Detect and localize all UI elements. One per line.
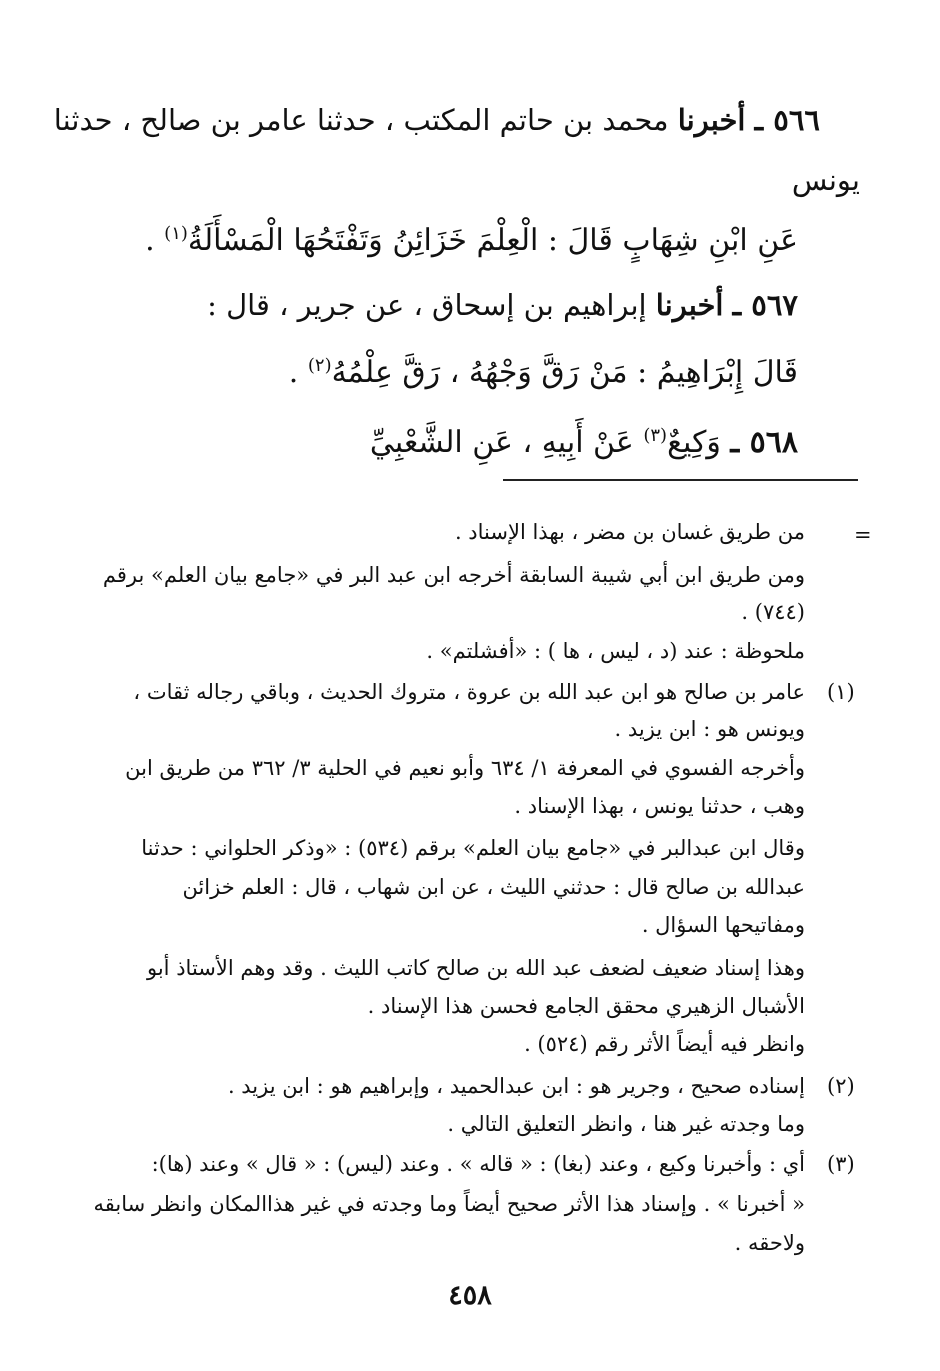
footnote-1-mark: (١) bbox=[827, 680, 855, 704]
report-566-line-1 bbox=[54, 100, 820, 140]
footnote-ref-1[interactable]: (١) bbox=[164, 223, 188, 244]
report-566-matn bbox=[145, 213, 798, 262]
page-number: ٤٥٨ bbox=[448, 1280, 492, 1311]
isnad-text: عَنْ أَبِيهِ ، عَنِ الشَّعْبِيِّ bbox=[369, 425, 644, 460]
footnote-ref-3[interactable]: (٣) bbox=[643, 425, 668, 446]
footnote-1-line: عبدالله بن صالح قال : حدثني الليث ، عن ابن شهاب ، قال : العلم خزائن bbox=[182, 875, 805, 899]
footnote-1-line: وأخرجه الفسوي في المعرفة ١/ ٦٣٤ وأبو نعيم في الحلية ٣/ ٣٦٢ من طريق ابن bbox=[125, 756, 805, 780]
isnad-text: إبراهيم بن إسحاق ، عن جرير ، قال : bbox=[207, 288, 647, 322]
footnote-3-line: ولاحقه . bbox=[734, 1231, 805, 1255]
period: . bbox=[288, 355, 308, 390]
footnote-1-line: وانظر فيه أيضاً الأثر رقم (٥٢٤) . bbox=[524, 1032, 805, 1056]
footnote-2-line: إسناده صحيح ، وجرير هو : ابن عبدالحميد ، وإبراهيم هو : ابن يزيد . bbox=[227, 1074, 805, 1098]
footnote-3-line: « أخبرنا » . وإسناد هذا الأثر صحيح أيضاً وما وجدته في غير هذاالمكان وانظر سابقه bbox=[93, 1192, 805, 1216]
footnote-2-line: وما وجدته غير هنا ، وانظر التعليق التالي . bbox=[447, 1112, 805, 1136]
report-number: ٥٦٦ ـ bbox=[754, 103, 820, 137]
report-number: ٥٦٨ ـ bbox=[730, 425, 798, 460]
period: . bbox=[145, 223, 165, 258]
report-lead-word: أخبرنا bbox=[655, 288, 724, 322]
footnote-3-line: أي : وأخبرنا وكيع ، وعند (بغا) : « قاله » . وعند (ليس) : « قال » وعند (ها): bbox=[151, 1152, 805, 1176]
footnote-ref-2[interactable]: (٢) bbox=[307, 355, 332, 376]
report-number: ٥٦٧ ـ bbox=[732, 288, 798, 322]
report-567-line-1 bbox=[207, 285, 798, 325]
report-567-matn bbox=[289, 345, 798, 394]
report-566-line-2 bbox=[792, 160, 860, 200]
footnote-3-mark: (٣) bbox=[827, 1152, 855, 1176]
footnote-cont-line: ومن طريق ابن أبي شيبة السابقة أخرجه ابن عبد البر في «جامع بيان العلم» برقم bbox=[102, 563, 805, 587]
footnote-1-line: وهذا إسناد ضعيف لضعف عبد الله بن صالح كاتب الليث . وقد وهم الأستاذ أبو bbox=[146, 956, 805, 980]
report-lead-word: أخبرنا bbox=[677, 103, 746, 137]
matn-text: عَنِ ابْنِ شِهَابٍ قَالَ : الْعِلْمَ خَزَائِنُ وَتَفْتَحُهَا الْمَسْأَلَةُ bbox=[187, 223, 798, 258]
continuation-mark: = bbox=[854, 523, 872, 547]
matn-text: قَالَ إِبْرَاهِيمُ : مَنْ رَقَّ وَجْهُهُ ، رَقَّ عِلْمُهُ bbox=[331, 355, 798, 390]
footnote-cont-line: من طريق غسان بن مضر ، بهذا الإسناد . bbox=[454, 520, 805, 544]
footnote-cont-line: ملحوظة : عند (د ، ليس ، ها ) : «أفشلتم» . bbox=[426, 639, 805, 663]
footnote-separator bbox=[503, 479, 858, 481]
footnote-1-line: ومفاتيحها السؤال . bbox=[641, 913, 805, 937]
footnote-2-mark: (٢) bbox=[827, 1074, 855, 1098]
narrator-name: وَكِيعٌ bbox=[667, 425, 721, 460]
footnote-1-line: ويونس هو : ابن يزيد . bbox=[614, 717, 805, 741]
isnad-continuation: يونس bbox=[791, 163, 860, 197]
isnad-text: محمد بن حاتم المكتب ، حدثنا عامر بن صالح ، حدثنا bbox=[53, 103, 669, 137]
footnote-1-line: وهب ، حدثنا يونس ، بهذا الإسناد . bbox=[514, 794, 805, 818]
footnote-cont-line: (٧٤٤) . bbox=[741, 600, 805, 624]
footnote-1-line: الأشبال الزهيري محقق الجامع فحسن هذا الإسناد . bbox=[367, 994, 805, 1018]
report-568-line-1 bbox=[370, 415, 798, 464]
footnote-1-line: عامر بن صالح هو ابن عبد الله بن عروة ، متروك الحديث ، وباقي رجاله ثقات ، bbox=[133, 680, 805, 704]
footnote-1-line: وقال ابن عبدالبر في «جامع بيان العلم» برقم (٥٣٤) : «وذكر الحلواني : حدثنا bbox=[141, 836, 805, 860]
